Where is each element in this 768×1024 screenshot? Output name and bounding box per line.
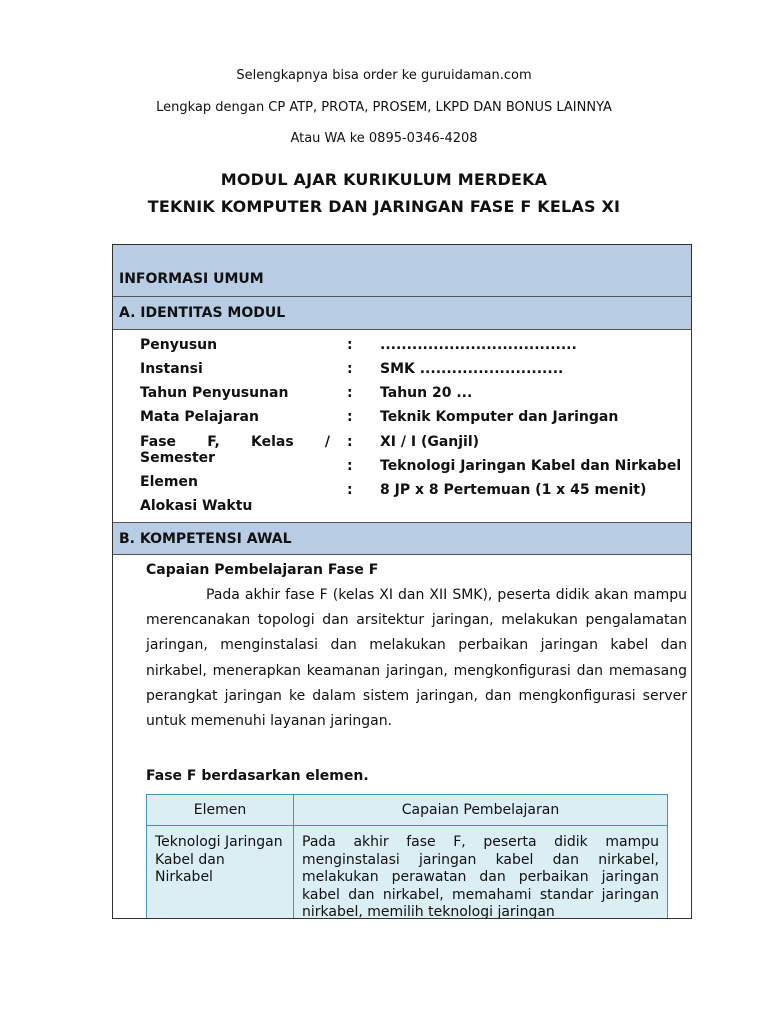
tahun-label: Tahun Penyusunan [140,385,289,401]
alokasi-label: Alokasi Waktu [140,498,253,514]
mapel-value: Teknik Komputer dan Jaringan [380,409,619,425]
alokasi-value: 8 JP x 8 Pertemuan (1 x 45 menit) [380,482,647,498]
promo-line-2: Lengkap dengan CP ATP, PROTA, PROSEM, LKPD DAN BONUS LAINNYA [156,100,612,115]
capaian-pembelajaran-heading: Capaian Pembelajaran Fase F [146,562,379,578]
promo-line-3: Atau WA ke 0895-0346-4208 [290,131,478,146]
slash-word: / [324,434,330,450]
section-informasi-umum: INFORMASI UMUM [113,245,691,297]
instansi-value: SMK ........................... [380,361,564,377]
mapel-colon: : [347,409,353,425]
elemen-colon: : [347,458,353,474]
fase-colon: : [347,434,353,450]
elemen-value: Teknologi Jaringan Kabel dan Nirkabel [380,458,682,474]
mapel-label: Mata Pelajaran [140,409,259,425]
promo-line-1: Selengkapnya bisa order ke guruidaman.com [236,68,532,83]
capaian-pembelajaran-paragraph: Pada akhir fase F (kelas XI dan XII SMK), peserta didik akan mampu merencanakan topologi dan arsitektur jaringan, melakukan pengalamatan jaringan, menginstalasi dan melakukan perbaikan jaringan kabel dan nirkabel, menerapkan keamanan jaringan, mengkonfigurasi dan memasang perangkat jaringan ke dalam sistem jaringan, dan mengkonfigurasi server untuk memenuhi layanan jaringan. [146,587,687,730]
document-title-line-2: TEKNIK KOMPUTER DAN JARINGAN FASE F KELAS XI [147,197,621,216]
table-header-elemen: Elemen [147,795,294,826]
table-cell-elemen: Teknologi Jaringan Kabel dan Nirkabel [147,826,294,920]
instansi-label: Instansi [140,361,203,377]
capaian-elemen-table [146,794,668,919]
fase-f-word: F, [207,434,220,450]
table-header-capaian: Capaian Pembelajaran [294,795,668,826]
fase-elemen-heading: Fase F berdasarkan elemen. [146,768,369,784]
kelas-word: Kelas [251,434,294,450]
section-kompetensi-awal: B. KOMPETENSI AWAL [113,522,691,555]
fase-value: XI / I (Ganjil) [380,434,480,450]
penyusun-value: ..................................... [380,337,577,353]
alokasi-colon: : [347,482,353,498]
tahun-value: Tahun 20 ... [380,385,473,401]
tahun-colon: : [347,385,353,401]
penyusun-label: Penyusun [140,337,218,353]
penyusun-colon: : [347,337,353,353]
section-identitas-modul: A. IDENTITAS MODUL [113,297,691,330]
document-title-line-1: MODUL AJAR KURIKULUM MERDEKA [220,170,548,189]
fase-kelas-semester-label [140,434,330,466]
module-frame [112,244,692,919]
fase-word: Fase [140,434,177,450]
elemen-label: Elemen [140,474,198,490]
table-row [147,826,668,920]
instansi-colon: : [347,361,353,377]
table-cell-capaian: Pada akhir fase F, peserta didik mampu menginstalasi jaringan kabel dan nirkabel, melakukan perawatan dan perbaikan jaringan kabel dan nirkabel, memahami standar jaringan nirkabel, memilih teknologi jaringan [294,826,668,920]
semester-word: Semester [140,450,216,466]
